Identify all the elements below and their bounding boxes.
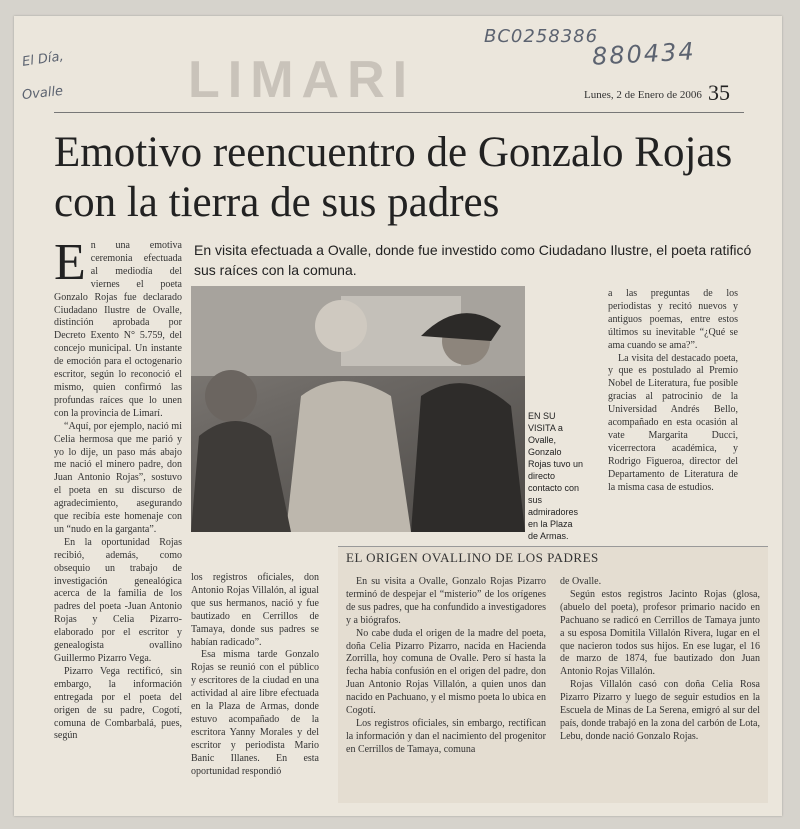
paragraph: los registros oficiales, don Antonio Rojas Villalón, al igual que sus hermanos, nació y fue bautizado en Cerrillos de Tamaya, donde sus padres se habían radicado”. [191, 572, 319, 648]
article-column-3 [608, 288, 738, 495]
paragraph: de Ovalle. [560, 576, 602, 587]
handwritten-newspaper-note: El Día, [21, 49, 65, 70]
paragraph: No cabe duda el origen de la madre del poeta, doña Celia Pizarro Pizarro, nacida en Hacienda Zorrilla, hoy comuna de Ovalle. Pero sí hasta la fecha había confusión en el origen del padre, don Juan Antonio Rojas Villalón, a quien unos dan nacido en Pachuano, y el mismo poeta lo ubica en Cogotí. [346, 627, 546, 717]
article-headline: Emotivo reencuentro de Gonzalo Rojas con la tierra de sus padres [54, 129, 733, 226]
handwritten-city-note: Ovalle [21, 83, 64, 104]
paragraph: Esa misma tarde Gonzalo Rojas se reunió con el público y escritores de la ciudad en una actividad al aire libre efectuada en la Plaza de Armas, donde estuvo acompañado de la escritora Yanny Morales y del escritor y periodista Mario Banic Illanes. En esta oportunidad respondió [191, 649, 319, 777]
sidebar-column-2 [560, 576, 760, 744]
paragraph: En la oportunidad Rojas recibió, además, como obsequio un trabajo de investigación genealógica acerca de la familia de los padres del poeta -Juan Antonio Rojas y Celia Pizarro- elaborado por el escritor y genealogista ovallino Guillermo Pizarro Vega. [54, 536, 182, 664]
paragraph: En su visita a Ovalle, Gonzalo Rojas Pizarro terminó de despejar el “misterio” de los orígenes de sus padres, que ha confundido a investigadores y a biógrafos. [346, 576, 546, 626]
paragraph: Rojas Villalón casó con doña Celia Rosa Pizarro Pizarro y luego de seguir estudios en la Escuela de Minas de La Serena, emigró al sur del país, donde trabajó en la zona del carbón de Lota, Lebu, donde nació Gonzalo Rojas. [560, 679, 760, 742]
paragraph: Pizarro Vega rectificó, sin embargo, la información entregada por el poeta del origen de su padre, Cogotí, comuna de Combarbalá, pues, según [54, 665, 182, 742]
paragraph: Según estos registros Jacinto Rojas (glosa, (abuelo del poeta), profesor primario nacido en Pachuano se radicó en Cerrillos de Tamaya junto a su esposa Domitila Villalón Rivera, lugar en el que nacieron todos sus hijos. En ese lugar, el 16 de marzo de 1874, fue bautizado don Juan Antonio Rojas Villalón. [560, 588, 760, 678]
section-title: LIMARI [188, 51, 416, 109]
article-photo [191, 286, 525, 532]
article-column-1 [54, 234, 182, 743]
article-column-2 [191, 572, 319, 779]
paragraph: Los registros oficiales, sin embargo, rectifican la información y dan el nacimiento del progenitor en Cerrillos de Tamaya, comuna [346, 717, 546, 755]
handwritten-catalog-code: BC0258386 [484, 26, 599, 47]
sidebar-column-1 [346, 576, 546, 757]
page-number: 35 [708, 80, 730, 105]
drop-cap: E [54, 234, 86, 291]
handwritten-catalog-number: 880434 [591, 37, 697, 71]
paragraph: a las preguntas de los periodistas y recitó nuevos y antiguos poemas, entre estos últimos su inevitable “¿Qué se ama cuando se ama?”. [608, 288, 738, 351]
sidebar-title: EL ORIGEN OVALLINO DE LOS PADRES [346, 550, 599, 565]
article-lead: En visita efectuada a Ovalle, donde fue investido como Ciudadano Ilustre, el poeta ratificó sus raíces con la comuna. [194, 242, 752, 278]
photo-caption: EN SU VISITA a Ovalle, Gonzalo Rojas tuvo un directo contacto con sus admiradores en la Plaza de Armas. [528, 411, 584, 541]
paragraph: “Aquí, por ejemplo, nació mi Celia hermosa que me parió y yo lo dije, un paso más abajo me nació el minero padre, don Juan Antonio Rojas”, sostuvo el poeta en su discurso de agradecimiento, asegurando que recibía este homenaje con un “nudo en la garganta”. [54, 420, 182, 535]
paragraph: La visita del destacado poeta, y que es postulado al Premio Nobel de Literatura, fue posible gracias al patrocinio de la Universidad Andrés Bello, acompañado en esta ocasión al vate Margarita Ducci, vicerrectora académica, y Rodrigo Figueroa, director del Departamento de Literatura de la misma casa de estudios. [608, 352, 738, 493]
header-rule [54, 112, 744, 113]
issue-date: Lunes, 2 de Enero de 2006 [584, 89, 702, 101]
paragraph: n una emotiva ceremonia efectuada al mediodía del viernes el poeta Gonzalo Rojas fue declarado Ciudadano Ilustre de Ovalle, distinción aprobada por Decreto Exento N° 5.759, del concejo municipal. Un instante de emoción para el octogenario escritor, según lo reconoció el mismo, quien confirmó las profundas raíces que lo unen con la provincia de Limarí. [54, 240, 182, 419]
photo-illustration [191, 286, 525, 532]
